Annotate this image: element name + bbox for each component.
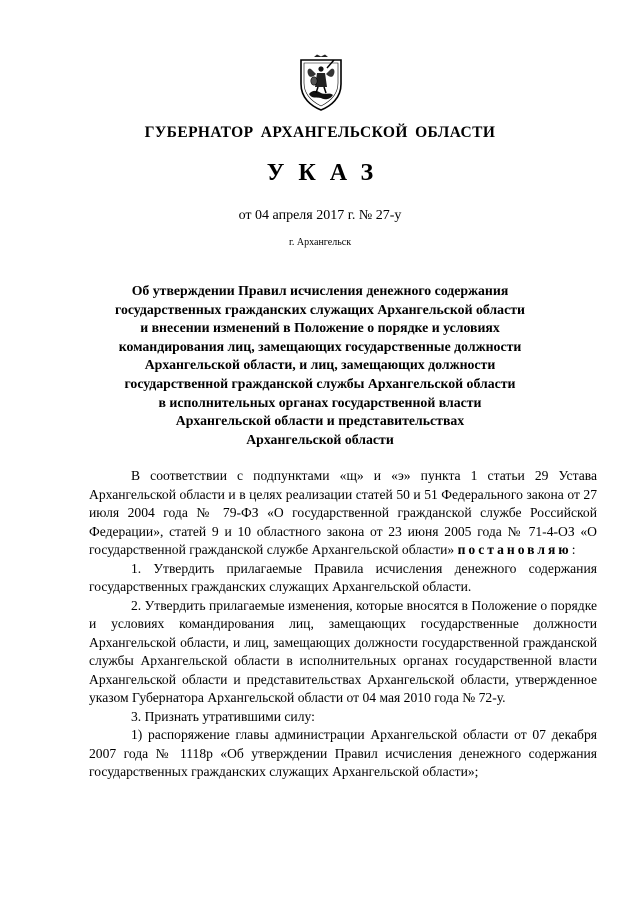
decree-city: г. Архангельск — [288, 237, 352, 248]
preamble-text: В соответствии с подпунктами «щ» и «э» пункта 1 статьи 29 Устава Архангельской области и в целях реализации статей 50 и 51 Федерального закона от 27 июля 2004 года № 79-ФЗ «О государственной гражданской службе Российской Федерации», статей 9 и 10 областного закона от 23 июня 2005 года № 71-4-ОЗ «О государственной гражданской службе Архангельской области» — [89, 468, 597, 557]
heading-line: Архангельской области, и лиц, замещающих должности — [144, 357, 496, 373]
heading-line: государственных гражданских служащих Архангельской области — [115, 301, 525, 317]
clause-2: 2. Утвердить прилагаемые изменения, которые вносятся в Положение о порядке и условиях командирования лиц, замещающих государственные должности Архангельской области, и лиц, замещающих должности государственной гражданской службы Архангельской области в исполнительных органах государственной власти Архангельской области и представительствах Архангельской области, утвержденное указом Губернатора Архангельской области от 04 мая 2010 года № 72-у. — [89, 597, 597, 705]
resolve-word: постановляю — [457, 542, 572, 557]
clause-3: 3. Признать утратившими силу: — [131, 708, 315, 724]
governor-heading: ГУБЕРНАТОР АРХАНГЕЛЬСКОЙ ОБЛАСТИ — [144, 124, 496, 141]
decree-date-number: от 04 апреля 2017 г. № 27-у — [238, 208, 402, 223]
heading-line: Архангельской области — [246, 431, 394, 447]
heading-line: и внесении изменений в Положение о порядке и условиях — [140, 320, 500, 336]
heading-line: Архангельской области и представительствах — [175, 413, 465, 429]
heading-line: в исполнительных органах государственной власти — [158, 394, 482, 410]
decree-title: УКАЗ — [266, 160, 388, 186]
clause-1: 1. Утвердить прилагаемые Правила исчисления денежного содержания государственных гражданских служащих Архангельской области. — [89, 560, 597, 594]
heading-line: государственной гражданской службы Архангельской области — [124, 375, 516, 391]
heading-line: Об утверждении Правил исчисления денежного содержания — [131, 283, 509, 298]
preamble-paragraph — [89, 467, 597, 560]
decree-subject-heading — [80, 282, 560, 449]
preamble-colon: : — [571, 542, 576, 557]
heading-line: командирования лиц, замещающих государственные должности — [118, 338, 522, 354]
clause-3-item-1: 1) распоряжение главы администрации Архангельской области от 07 декабря 2007 года № 1118р «Об утверждении Правил исчисления денежного содержания государственных гражданских служащих Архангельской области»; — [89, 727, 597, 779]
decree-body — [89, 467, 597, 782]
arkhangelsk-coat-of-arms-icon — [298, 54, 344, 112]
